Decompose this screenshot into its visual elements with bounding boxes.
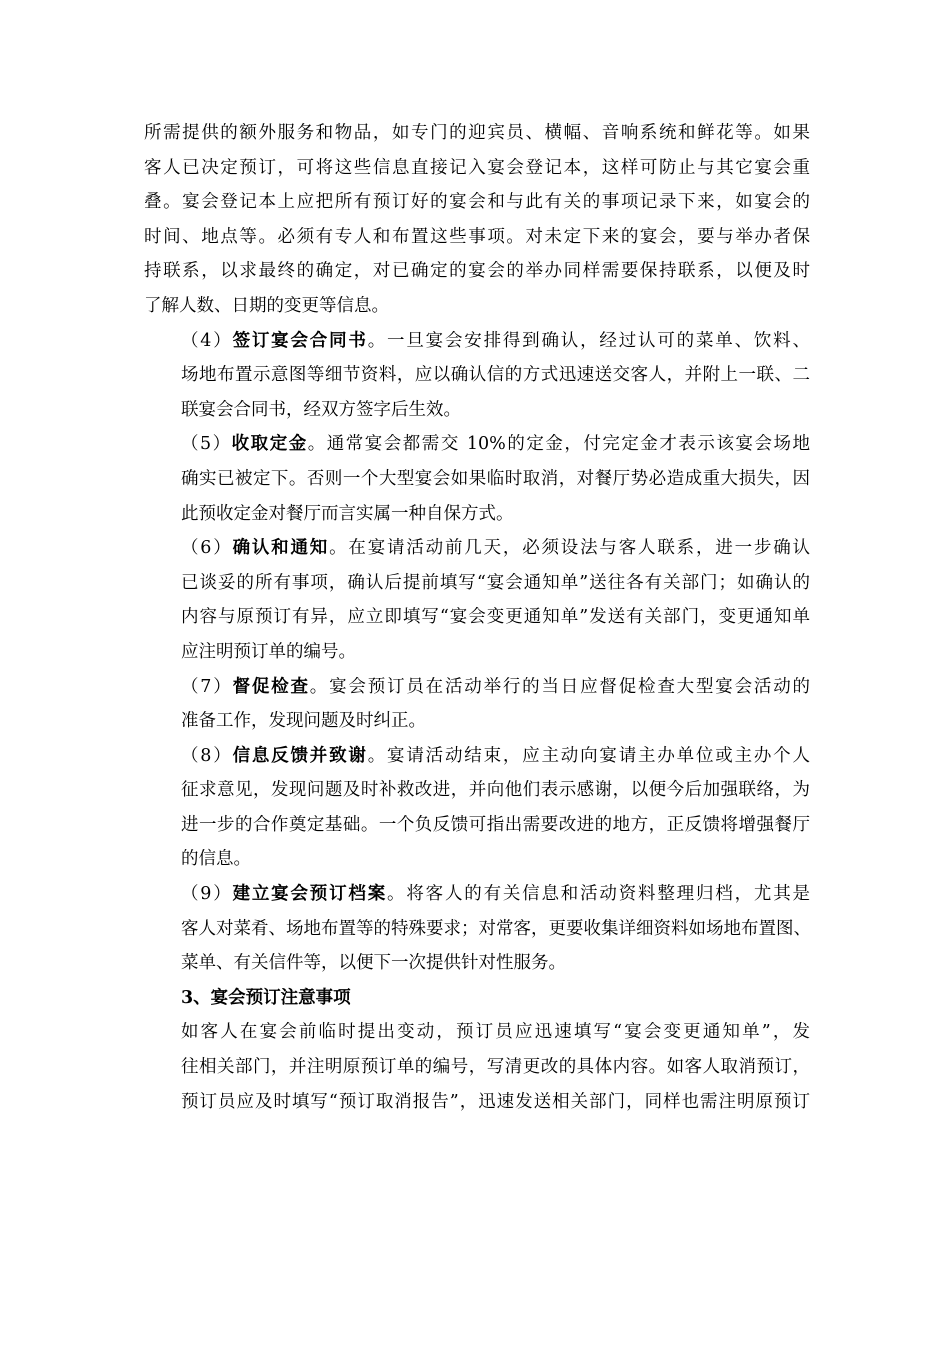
item-number: （6） — [181, 538, 233, 559]
text-line: 往相关部门，并注明原预订单的编号，写清更改的具体内容。如客人取消预订， — [181, 1057, 810, 1078]
text-line — [144, 670, 810, 705]
item-title: 确认和通知 — [232, 538, 330, 559]
item-number: （8） — [181, 745, 233, 766]
item-title: 建立宴会预订档案 — [232, 884, 388, 905]
item-title: 督促检查 — [232, 676, 310, 697]
text-line: 持联系，以求最终的确定，对已确定的宴会的举办同样需要保持联系，以便及时 — [144, 261, 810, 282]
text-line: 进一步的合作奠定基础。一个负反馈可指出需要改进的地方，正反馈将增强餐厅 — [181, 814, 810, 835]
text-line — [144, 324, 810, 359]
item-text: 。一旦宴会安排得到确认，经过认可的菜单、饮料、 — [367, 330, 810, 351]
text-line: 联宴会合同书，经双方签字后生效。 — [181, 399, 461, 420]
text-line: 已谈妥的所有事项，确认后提前填写“宴会通知单”送往各有关部门；如确认的 — [181, 572, 810, 593]
text-line: 叠。宴会登记本上应把所有预订好的宴会和与此有关的事项记录下来，如宴会的 — [144, 192, 810, 213]
text-line — [144, 531, 810, 566]
text-line: 时间、地点等。必须有专人和布置这些事项。对未定下来的宴会，要与举办者保 — [144, 226, 810, 247]
item-text: 。将客人的有关信息和活动资料整理归档，尤其是 — [387, 884, 810, 905]
section-heading: 3、宴会预订注意事项 — [181, 987, 351, 1008]
text-line: 了解人数、日期的变更等信息。 — [144, 295, 389, 316]
body-text — [144, 116, 810, 1119]
text-line: 预订员应及时填写“预订取消报告”，迅速发送相关部门，同样也需注明原预订 — [181, 1091, 810, 1112]
item-number: （7） — [181, 676, 233, 697]
text-line: 客人对菜肴、场地布置等的特殊要求；对常客，更要收集详细资料如场地布置图、 — [181, 918, 811, 939]
text-line: 确实已被定下。否则一个大型宴会如果临时取消，对餐厅势必造成重大损失，因 — [181, 468, 810, 489]
paragraph-notes — [144, 1015, 810, 1119]
text-line: 此预收定金对餐厅而言实属一种自保方式。 — [181, 503, 514, 524]
item-title: 收取定金 — [231, 434, 308, 455]
item-number: （9） — [181, 884, 233, 905]
text-line — [144, 877, 810, 912]
text-line: 场地布置示意图等细节资料，应以确认信的方式迅速送交客人，并附上一联、二 — [181, 365, 810, 386]
item-5-paragraph — [144, 427, 810, 531]
text-line: 内容与原预订有异，应立即填写“宴会变更通知单”发送有关部门，变更通知单 — [181, 607, 810, 628]
item-text: 。在宴请活动前几天，必须设法与客人联系，进一步确认 — [329, 538, 811, 559]
item-8-paragraph — [144, 739, 810, 877]
item-9-paragraph — [144, 877, 810, 981]
item-text: 。通常宴会都需交 10%的定金，付完定金才表示该宴会场地 — [307, 434, 810, 455]
text-line: 所需提供的额外服务和物品，如专门的迎宾员、横幅、音响系统和鲜花等。如果 — [144, 123, 810, 143]
text-line: 如客人在宴会前临时提出变动，预订员应迅速填写“宴会变更通知单”，发 — [181, 1022, 810, 1043]
text-line: 征求意见，发现问题及时补救改进，并向他们表示感谢，以便今后加强联络，为 — [181, 780, 810, 801]
item-4-paragraph — [144, 324, 810, 428]
text-line: 的信息。 — [181, 849, 251, 870]
text-line — [144, 739, 810, 774]
text-line: 应注明预订单的编号。 — [181, 641, 356, 662]
item-number: （4） — [181, 330, 233, 351]
text-line: 准备工作，发现问题及时纠正。 — [181, 711, 426, 732]
item-number: （5） — [181, 434, 232, 455]
text-line: 客人已决定预订，可将这些信息直接记入宴会登记本，这样可防止与其它宴会重 — [144, 157, 810, 178]
item-6-paragraph — [144, 531, 810, 669]
item-title: 签订宴会合同书 — [232, 330, 368, 351]
paragraph-continuation — [144, 116, 810, 324]
item-text: 。宴请活动结束，应主动向宴请主办单位或主办个人 — [367, 745, 810, 766]
item-7-paragraph — [144, 670, 810, 739]
text-line: 菜单、有关信件等，以便下一次提供针对性服务。 — [181, 953, 566, 974]
item-title: 信息反馈并致谢 — [232, 745, 368, 766]
text-line — [144, 427, 810, 462]
item-text: 。宴会预订员在活动举行的当日应督促检查大型宴会活动的 — [309, 676, 810, 697]
